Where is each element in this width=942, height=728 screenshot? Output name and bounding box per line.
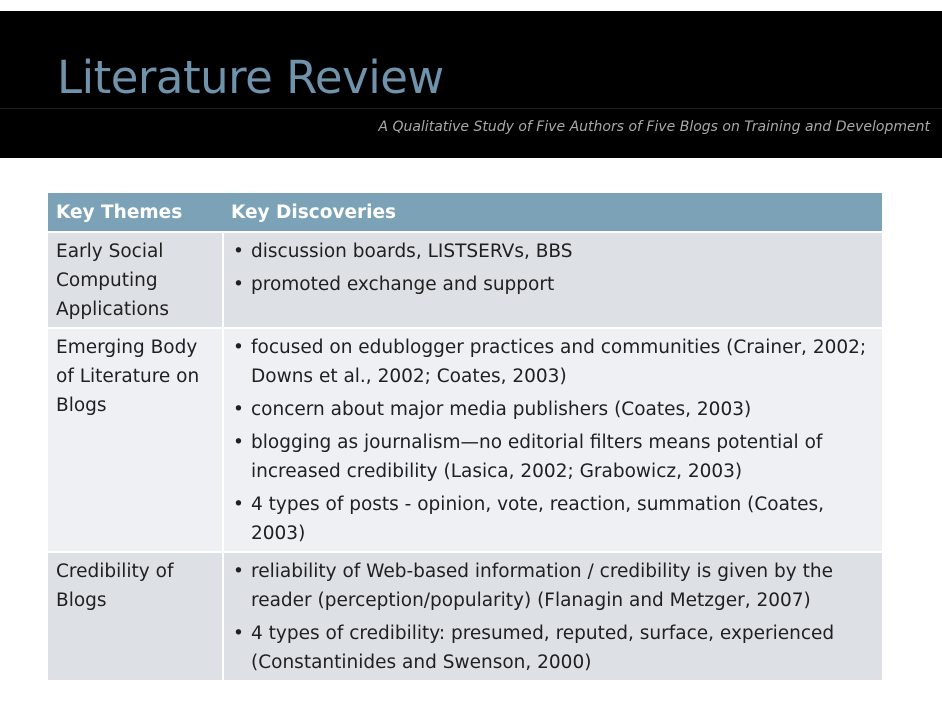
list-item: • focused on edublogger practices and communities (Crainer, 2002; Downs et al., 2002; Coates, 2003) [232, 333, 874, 391]
theme-cell: Early Social Computing Applications [48, 232, 223, 328]
slide-title: Literature Review [57, 51, 444, 104]
discoveries-cell [223, 552, 882, 680]
header-key-themes: Key Themes [48, 193, 223, 232]
header-rule [0, 108, 942, 109]
discoveries-cell [223, 232, 882, 328]
theme-cell: Emerging Body of Literature on Blogs [48, 328, 223, 552]
list-item: • discussion boards, LISTSERVs, BBS [232, 237, 874, 266]
list-item: • blogging as journalism—no editorial filters means potential of increased credibility (Lasica, 2002; Grabowicz, 2003) [232, 428, 874, 486]
slide-subtitle: A Qualitative Study of Five Authors of Five Blogs on Training and Development [378, 119, 930, 135]
list-item: • 4 types of posts - opinion, vote, reaction, summation (Coates, 2003) [232, 490, 874, 548]
list-item: • reliability of Web-based information / credibility is given by the reader (perception/popularity) (Flanagin and Metzger, 2007) [232, 557, 874, 615]
header-key-discoveries: Key Discoveries [223, 193, 882, 232]
table-row [48, 232, 882, 328]
literature-table [48, 193, 882, 680]
list-item: • 4 types of credibility: presumed, reputed, surface, experienced (Constantinides and Swenson, 2000) [232, 619, 874, 677]
list-item: • promoted exchange and support [232, 270, 874, 299]
table-header-row [48, 193, 882, 232]
discoveries-list [232, 557, 874, 677]
discoveries-list [232, 333, 874, 548]
discoveries-cell [223, 328, 882, 552]
list-item: • concern about major media publishers (Coates, 2003) [232, 395, 874, 424]
theme-cell: Credibility of Blogs [48, 552, 223, 680]
discoveries-list [232, 237, 874, 299]
table-row [48, 328, 882, 552]
table-row [48, 552, 882, 680]
